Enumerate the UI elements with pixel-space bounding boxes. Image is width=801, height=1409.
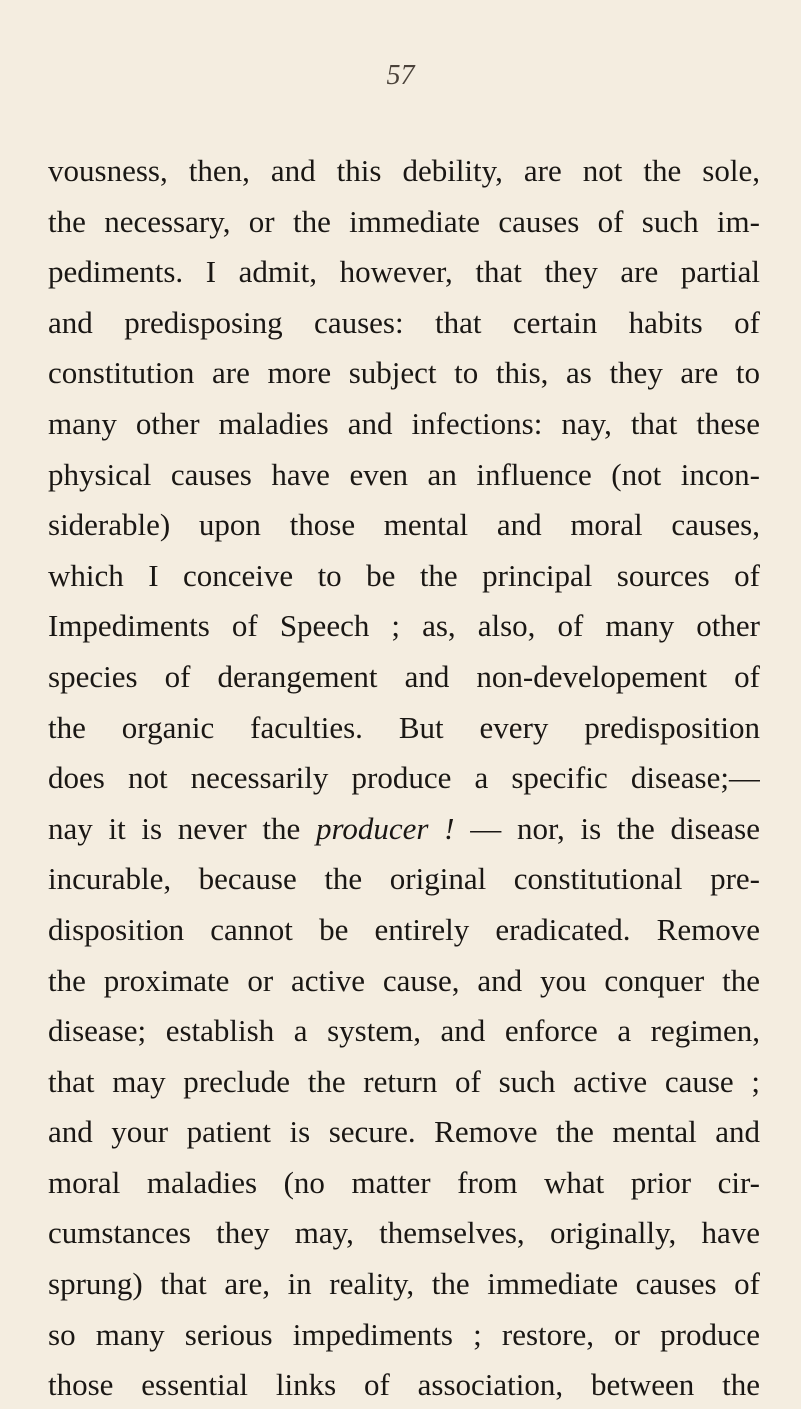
text-line: so many serious impediments ; restore, or produce [48,1316,760,1352]
page-number: 57 [386,60,415,91]
text-line: constitution are more subject to this, as they are to [48,355,760,391]
text-segment: — nor, is the disease [454,810,760,846]
text-line: many other maladies and infections: nay, that these [48,405,760,441]
text-line: incurable, because the original constitutional pre- [48,861,760,897]
text-line: siderable) upon those mental and moral causes, [48,507,760,543]
text-line: and your patient is secure. Remove the mental and [48,1114,760,1150]
text-segment: nay it is never the [48,810,316,846]
text-line: and predisposing causes: that certain habits of [48,304,760,340]
text-line: the organic faculties. But every predisposition [48,709,760,745]
text-line: Impediments of Speech ; as, also, of many other [48,608,760,644]
text-line: physical causes have even an influence (not incon- [48,456,760,492]
text-line: does not necessarily produce a specific disease;— [48,760,760,796]
text-line: disposition cannot be entirely eradicated. Remove [48,911,760,947]
text-line: species of derangement and non-developement of [48,658,760,694]
text-line: moral maladies (no matter from what prior cir- [48,1164,760,1200]
text-line: cumstances they may, themselves, originally, have [48,1215,760,1251]
text-line: sprung) that are, in reality, the immediate causes of [48,1266,760,1302]
text-line-emphasis [48,804,760,855]
text-line: which I conceive to be the principal sources of [48,557,760,593]
body-text [48,146,760,1409]
text-line: pediments. I admit, however, that they are partial [48,254,760,290]
text-line: that may preclude the return of such active cause ; [48,1063,760,1099]
text-line: those essential links of association, between the [48,1367,760,1403]
text-line: vousness, then, and this debility, are not the sole, [48,153,760,188]
text-line: the necessary, or the immediate causes of such im- [48,203,760,239]
italic-text: producer ! [315,810,455,846]
text-line: disease; establish a system, and enforce a regimen, [48,1013,760,1049]
text-line: the proximate or active cause, and you conquer the [48,962,760,998]
